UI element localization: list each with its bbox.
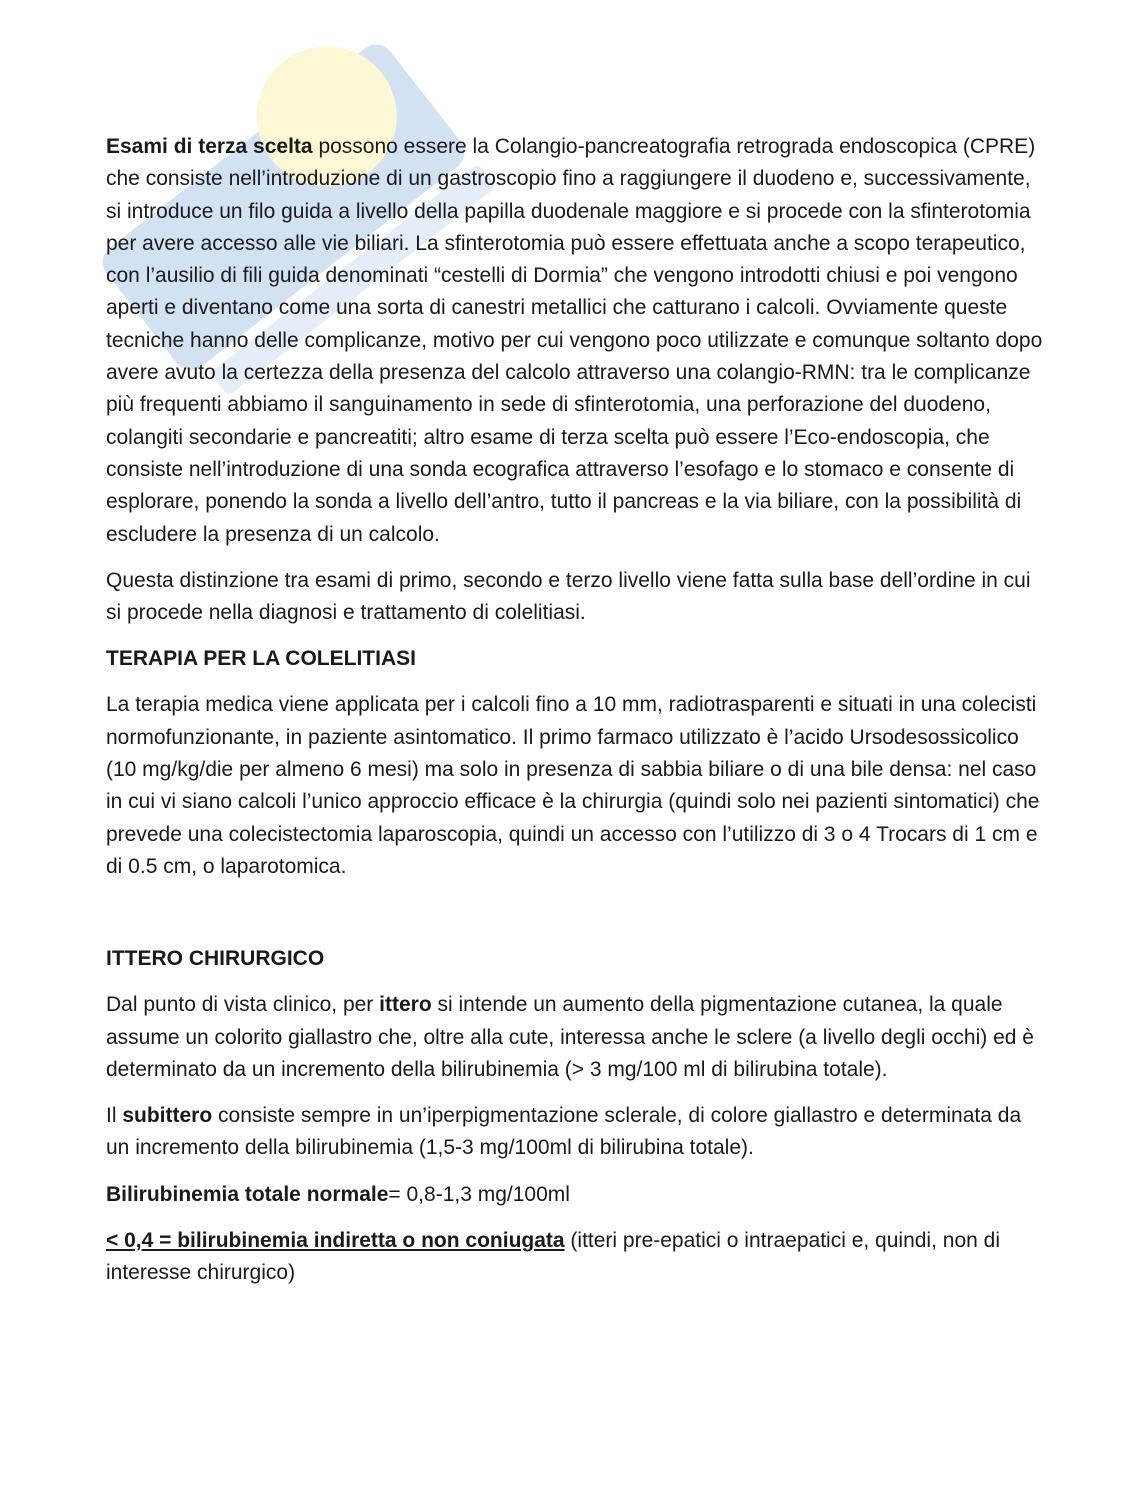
text-run: si intende un aumento della pigmentazione cutanea, la quale assume un colorito giallastro che, oltre alla cute, interessa anche le sclere (a livello degli occhi) ed è determinato da un incremento della bilirubinemia (> 3 mg/100 ml di bilirubina totale). xyxy=(106,993,1034,1081)
term-bilirubinemia-indiretta: < 0,4 = bilirubinemia indiretta o non coniugata xyxy=(106,1229,565,1253)
lead-bold-text: Esami di terza scelta xyxy=(106,135,313,158)
paragraph-text: possono essere la Colangio-pancreatografia retrograda endoscopica (CPRE) che consiste nell’introduzione di un gastroscopio fino a raggiungere il duodeno e, successivamente, si introduce un filo guida a livello della papilla duodenale maggiore e si procede con la sfinterotomia per avere accesso alle vie biliari. La sfinterotomia può essere effettuata anche a scopo terapeutico, con l’ausilio di fili guida denominati “cestelli di Dormia” che vengono introdotti chiusi e poi vengono aperti e diventano come una sorta di canestri metallici che catturano i calcoli. Ovviamente queste tecniche hanno delle complicanze, motivo per cui vengono poco utilizzate e comunque soltanto dopo avere avuto la certezza della presenza del calcolo attraverso una colangio-RMN: tra le complicanze più frequenti abbiamo il sanguinamento in sede di sfinterotomia, una perforazione del duodeno, colangiti secondarie e pancreatiti; altro esame di terza scelta può essere l’Eco-endoscopia, che consiste nell’introduzione di una sonda ecografica attraverso l’esofago e lo stomaco e consente di esplorare, ponendo la sonda a livello dell’antro, tutto il pancreas e la via biliare, con la possibilità di escludere la presenza di un calcolo. xyxy=(106,135,1043,546)
heading-terapia-colelitiasi: TERAPIA PER LA COLELITIASI xyxy=(106,647,416,671)
term-ittero: ittero xyxy=(379,993,432,1017)
term-subittero: subittero xyxy=(122,1104,213,1128)
paragraph-subittero xyxy=(106,1100,1046,1165)
paragraph-ittero-definition xyxy=(106,989,1046,1086)
document-page xyxy=(106,131,1046,1304)
paragraph-third-choice-exams xyxy=(106,131,1046,551)
term-bilirubinemia-normale: Bilirubinemia totale normale xyxy=(106,1182,389,1206)
text-run: = 0,8-1,3 mg/100ml xyxy=(388,1182,570,1206)
paragraph-bilirubin-indirect xyxy=(106,1225,1046,1290)
text-run: consiste sempre in un’iperpigmentazione sclerale, di colore giallastro e determinata da un incremento della bilirubinemia (1,5-3 mg/100ml di bilirubina totale). xyxy=(106,1104,1022,1160)
heading-ittero-chirurgico: ITTERO CHIRURGICO xyxy=(106,947,325,971)
paragraph-levels-distinction: Questa distinzione tra esami di primo, secondo e terzo livello viene fatta sulla base dell’ordine in cui si procede nella diagnosi e trattamento di colelitiasi. xyxy=(106,568,1031,625)
paragraph-medical-therapy: La terapia medica viene applicata per i calcoli fino a 10 mm, radiotrasparenti e situati in una colecisti normofunzionante, in paziente asintomatico. Il primo farmaco utilizzato è l’acido Ursodesossicolico (10 mg/kg/die per almeno 6 mesi) ma solo in presenza di sabbia biliare o di una bile densa: nel caso in cui vi siano calcoli l’unico approccio efficace è la chirurgia (quindi solo nei pazienti sintomatici) che prevede una colecistectomia laparoscopia, quindi un accesso con l’utilizzo di 3 o 4 Trocars di 1 cm e di 0.5 cm, o laparotomica. xyxy=(106,693,1040,878)
text-run: Il xyxy=(106,1104,123,1128)
paragraph-bilirubin-normal xyxy=(106,1179,1046,1211)
text-run: (itteri pre-epatici o intraepatici e, quindi, non di interesse chirurgico) xyxy=(106,1229,1000,1285)
text-run: Dal punto di vista clinico, per xyxy=(106,993,380,1017)
section-spacer xyxy=(106,897,1046,943)
